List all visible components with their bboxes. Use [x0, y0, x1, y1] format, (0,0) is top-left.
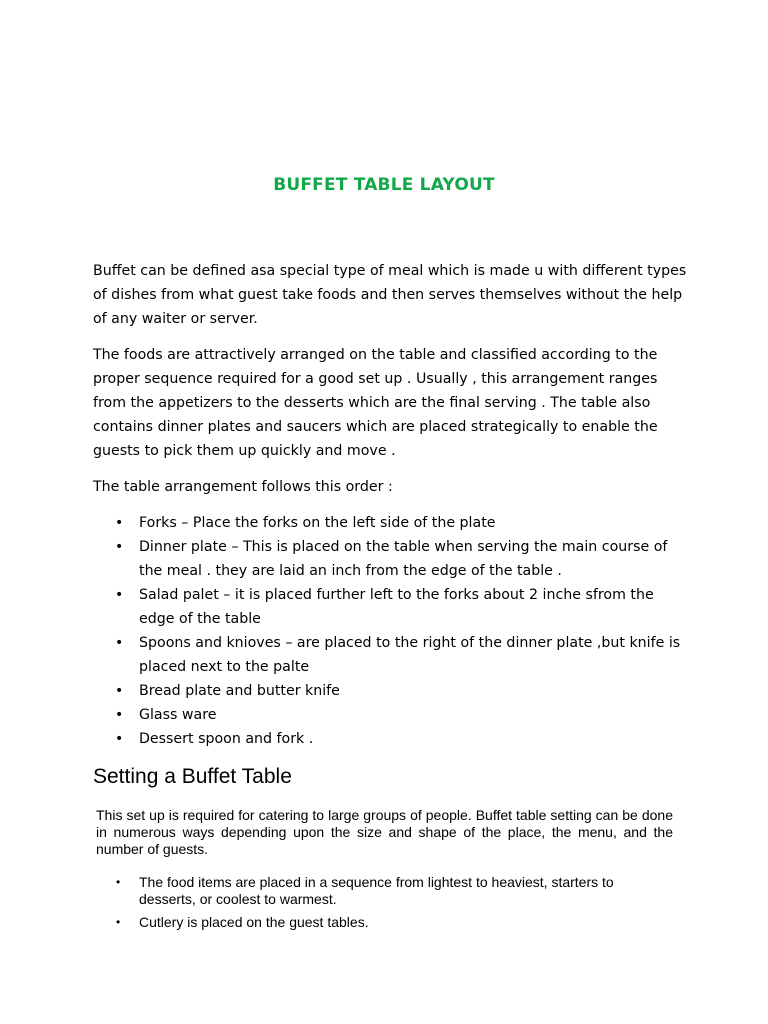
- list-item: [93, 535, 693, 583]
- buffet-setting-section: [96, 807, 673, 937]
- bullet-icon: •: [115, 731, 124, 747]
- document-title: BUFFET TABLE LAYOUT: [273, 175, 495, 195]
- section-paragraph: This set up is required for catering to large groups of people. Buffet table setting can be done in numerous ways depending upon the size and shape of the place, the menu, and the number of guests.: [96, 807, 673, 857]
- list-item-text: Forks – Place the forks on the left side of the plate: [139, 515, 496, 531]
- list-item: [93, 727, 693, 751]
- list-item: [93, 631, 693, 679]
- list-item-text: Salad palet – it is placed further left to the forks about 2 inche sfrom the edge of the table: [139, 587, 654, 627]
- list-item-text: Spoons and knioves – are placed to the right of the dinner plate ,but knife is placed next to the palte: [139, 635, 681, 675]
- list-item-text: Cutlery is placed on the guest tables.: [139, 914, 369, 930]
- list-item-text: Bread plate and butter knife: [139, 683, 340, 699]
- intro-section: [93, 259, 693, 751]
- bullet-icon: •: [115, 539, 124, 555]
- intro-paragraph-2: The foods are attractively arranged on the table and classified according to the proper sequence required for a good set up . Usually , this arrangement ranges from the appetizers to the desserts which are the final serving . The table also contains dinner plates and saucers which are placed strategically to enable the guests to pick them up quickly and move .: [93, 347, 658, 459]
- intro-paragraph-1: Buffet can be defined asa special type of meal which is made u with different types of dishes from what guest take foods and then serves themselves without the help of any waiter or server.: [93, 263, 687, 327]
- section-heading: Setting a Buffet Table: [93, 765, 292, 788]
- bullet-icon: •: [115, 587, 124, 603]
- bullet-icon: •: [115, 707, 124, 723]
- arrangement-list: [93, 511, 693, 751]
- bullet-icon: •: [115, 683, 124, 699]
- list-item: [93, 679, 693, 703]
- bullet-icon: •: [116, 915, 121, 929]
- bullet-icon: •: [115, 515, 124, 531]
- intro-paragraph-3: The table arrangement follows this order :: [93, 479, 393, 495]
- bullet-icon: •: [116, 875, 121, 889]
- setting-list: [96, 874, 673, 931]
- bullet-icon: •: [115, 635, 124, 651]
- list-item: [93, 511, 693, 535]
- list-item-text: Dinner plate – This is placed on the table when serving the main course of the meal . they are laid an inch from the edge of the table .: [139, 539, 668, 579]
- list-item: [96, 914, 673, 931]
- list-item: [93, 583, 693, 631]
- list-item-text: Glass ware: [139, 707, 217, 723]
- list-item-text: The food items are placed in a sequence from lightest to heaviest, starters to desserts, or coolest to warmest.: [139, 874, 614, 907]
- list-item: [93, 703, 693, 727]
- list-item: [96, 874, 673, 908]
- list-item-text: Dessert spoon and fork .: [139, 731, 314, 747]
